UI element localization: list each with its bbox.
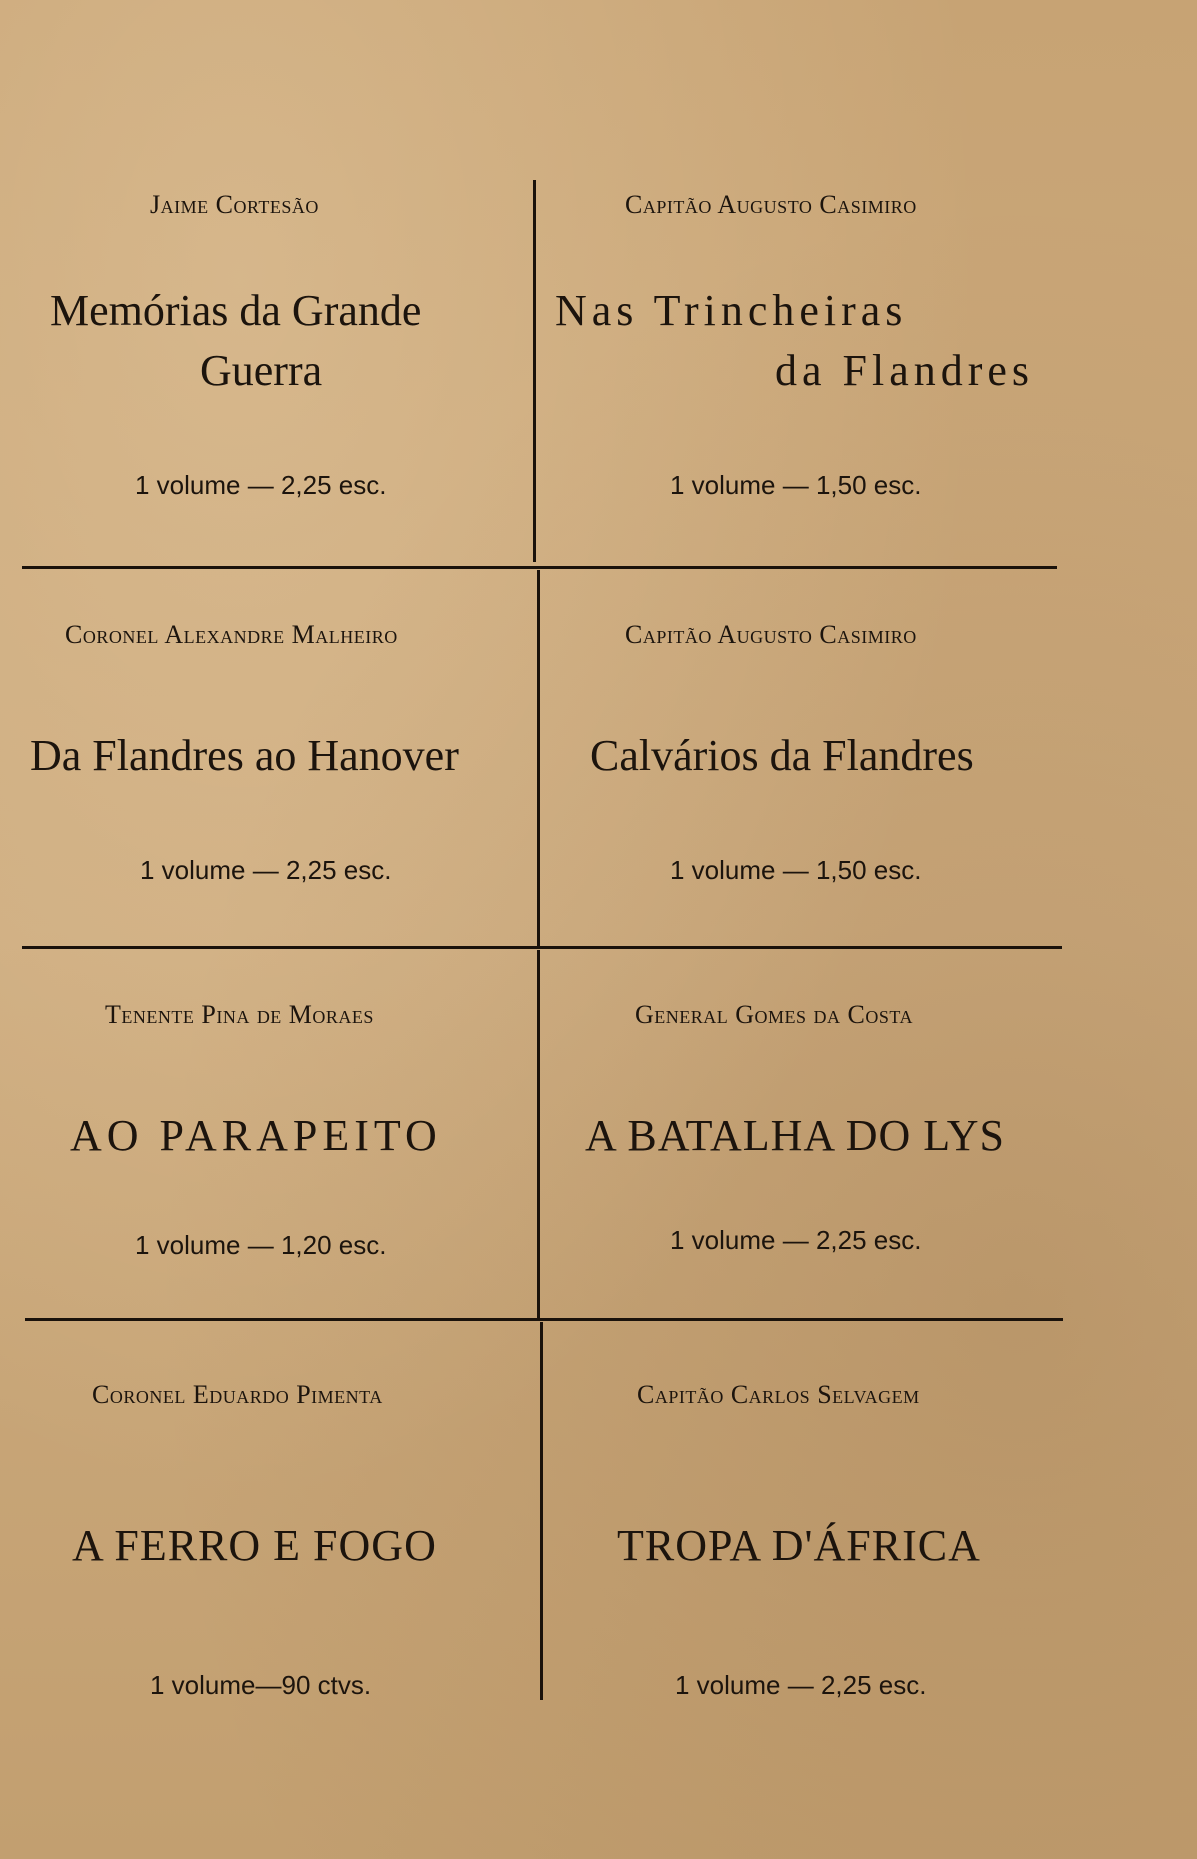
book-entry-da-flandres — [20, 620, 540, 920]
book-price: 1 volume — 1,20 esc. — [135, 1230, 387, 1260]
book-author: Capitão Augusto Casimiro — [625, 620, 917, 649]
book-price: 1 volume — 1,50 esc. — [670, 855, 922, 885]
book-author: Coronel Alexandre Malheiro — [65, 620, 398, 649]
book-author: Coronel Eduardo Pimenta — [92, 1380, 383, 1409]
book-entry-ferro-e-fogo — [20, 1380, 540, 1710]
book-title-continued: Guerra — [200, 346, 323, 395]
column-divider — [533, 180, 536, 562]
horizontal-rule — [22, 566, 1057, 569]
book-author: Tenente Pina de Moraes — [105, 1000, 374, 1029]
book-title: AO PARAPEITO — [70, 1111, 442, 1160]
book-title-continued: da Flandres — [775, 346, 1035, 395]
book-price: 1 volume — 2,25 esc. — [135, 470, 387, 500]
book-title: A BATALHA DO LYS — [585, 1111, 1005, 1160]
column-divider — [540, 1322, 543, 1700]
book-title: Da Flandres ao Hanover — [30, 731, 459, 780]
column-divider — [537, 950, 540, 1318]
book-entry-memorias — [30, 180, 540, 550]
book-price: 1 volume—90 ctvs. — [150, 1670, 372, 1700]
book-author: Capitão Augusto Casimiro — [625, 190, 917, 219]
book-price: 1 volume — 1,50 esc. — [670, 470, 922, 500]
book-author: Capitão Carlos Selvagem — [637, 1380, 920, 1409]
book-price: 1 volume — 2,25 esc. — [675, 1670, 927, 1700]
book-price: 1 volume — 2,25 esc. — [670, 1225, 922, 1255]
book-entry-tropa-dafrica — [545, 1380, 1070, 1710]
column-divider — [537, 570, 540, 946]
book-entry-batalha-do-lys — [545, 1000, 1070, 1300]
book-author: General Gomes da Costa — [635, 1000, 913, 1029]
horizontal-rule — [22, 946, 1062, 949]
book-title: TROPA D'ÁFRICA — [617, 1521, 981, 1570]
book-title: Calvários da Flandres — [590, 731, 974, 780]
book-title: Nas Trincheiras — [555, 286, 908, 335]
book-price: 1 volume — 2,25 esc. — [140, 855, 392, 885]
horizontal-rule — [25, 1318, 1063, 1321]
book-entry-calvarios — [545, 620, 1070, 920]
book-title: Memórias da Grande — [50, 286, 422, 335]
book-author: Jaime Cortesão — [150, 190, 319, 219]
book-title: A FERRO E FOGO — [72, 1521, 437, 1570]
book-entry-nas-trincheiras — [545, 180, 1070, 550]
book-entry-ao-parapeito — [20, 1000, 540, 1300]
